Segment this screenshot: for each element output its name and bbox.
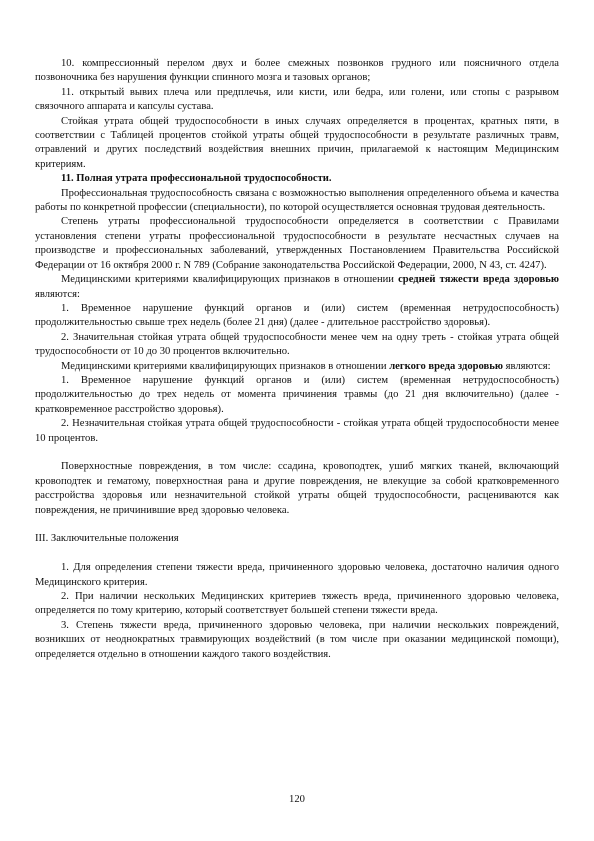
- spacer: [35, 446, 559, 460]
- paragraph-moderate-2: 2. Значительная стойкая утрата общей трудоспособности менее чем на одну треть - стойкая утрата общей трудоспособности от 10 до 30 процентов включительно.: [35, 331, 559, 358]
- paragraph-light-2: 2. Незначительная стойкая утрата общей трудоспособности - стойкая утрата общей трудоспособности менее 10 процентов.: [35, 418, 559, 444]
- moderate-harm-term: средней тяжести вреда здоровью: [398, 274, 559, 286]
- light-criteria-lead: Медицинскими критериями квалифицирующих признаков в отношении: [61, 360, 390, 372]
- section-heading-11: [35, 172, 559, 186]
- paragraph-degree-of-loss: Степень утраты профессиональной трудоспособности определяется в соответствии с Правилами установления степени утраты профессиональной трудоспособности в результате несчастных случаев на производстве и профессиональных заболеваний, утвержденных Постановлением Правительства Российской Федерации от 16 октября 2000 г. N 789 (Собрание законодательства Российской Федерации, 2000, N 43, ст. 4247).: [35, 216, 559, 271]
- light-harm-term: легкого вреда здоровью: [389, 360, 503, 372]
- paragraph-moderate-1: 1. Временное нарушение функций органов и (или) систем (временная нетрудоспособность) продолжительностью свыше трех недель (более 21 дня) (далее - длительное расстройство здоровья).: [35, 302, 559, 329]
- moderate-criteria-tail: являются:: [35, 288, 80, 300]
- paragraph-item-11: 11. открытый вывих плеча или предплечья, или кисти, или бедра, или голени, или стопы с разрывом связочного аппарата и капсулы сустава.: [35, 86, 559, 113]
- section-heading-iii: III. Заключительные положения: [35, 533, 179, 545]
- paragraph-light-criteria: [35, 360, 559, 374]
- light-criteria-tail: являются:: [502, 360, 551, 372]
- paragraph-moderate-criteria: [35, 273, 559, 302]
- moderate-criteria-lead: Медицинскими критериями квалифицирующих признаков в отношении: [61, 274, 399, 286]
- paragraph-permanent-loss: Стойкая утрата общей трудоспособности в иных случаях определяется в процентах, кратных пяти, в соответствии с Таблицей процентов стойкой утраты общей трудоспособности в результате различных травм, отравлений и других последствий воздействия внешних причин, прилагаемой к настоящим Медицинским критериям.: [35, 115, 559, 170]
- paragraph-item-10: 10. компрессионный перелом двух и более смежных позвонков грудного или поясничного отдела позвоночника без нарушения функции спинного мозга и тазовых органов;: [35, 58, 559, 84]
- spacer: [35, 518, 559, 532]
- page-number: 120: [289, 794, 305, 805]
- spacer: [35, 547, 559, 561]
- paragraph-light-1: 1. Временное нарушение функций органов и (или) систем (временная нетрудоспособность) продолжительностью до трех недель от момента причинения травмы (до 21 дня включительно) (далее - кратковременное расстройство здоровья).: [35, 374, 559, 415]
- paragraph-superficial-injuries: Поверхностные повреждения, в том числе: ссадина, кровоподтек, ушиб мягких тканей, включающий кровоподтек и гематому, поверхностная рана и другие повреждения, не влекущие за собой кратковременного расстройства здоровья или незначительной стойкой утраты общей трудоспособности, расцениваются как повреждения, не причинившие вред здоровью человека.: [35, 461, 559, 516]
- paragraph-final-2: 2. При наличии нескольких Медицинских критериев тяжесть вреда, причиненного здоровью человека, определяется по тому критерию, который соответствует большей степени тяжести вреда.: [35, 590, 559, 617]
- paragraph-final-3: 3. Степень тяжести вреда, причиненного здоровью человека, при наличии нескольких повреждений, возникших от неоднократных травмирующих воздействий (в том числе при оказании медицинской помощи), определяется отдельно в отношении каждого такого воздействия.: [35, 619, 559, 660]
- section-heading-11-text: 11. Полная утрата профессиональной трудоспособности.: [61, 173, 332, 185]
- document-body: [35, 57, 559, 662]
- paragraph-final-1: 1. Для определения степени тяжести вреда, причиненного здоровью человека, достаточно наличия одного Медицинского критерия.: [35, 562, 559, 588]
- paragraph-professional-capacity: Профессиональная трудоспособность связана с возможностью выполнения определенного объема и качества работы по конкретной профессии (специальности), по которой осуществляется основная трудовая деятельность.: [35, 187, 559, 214]
